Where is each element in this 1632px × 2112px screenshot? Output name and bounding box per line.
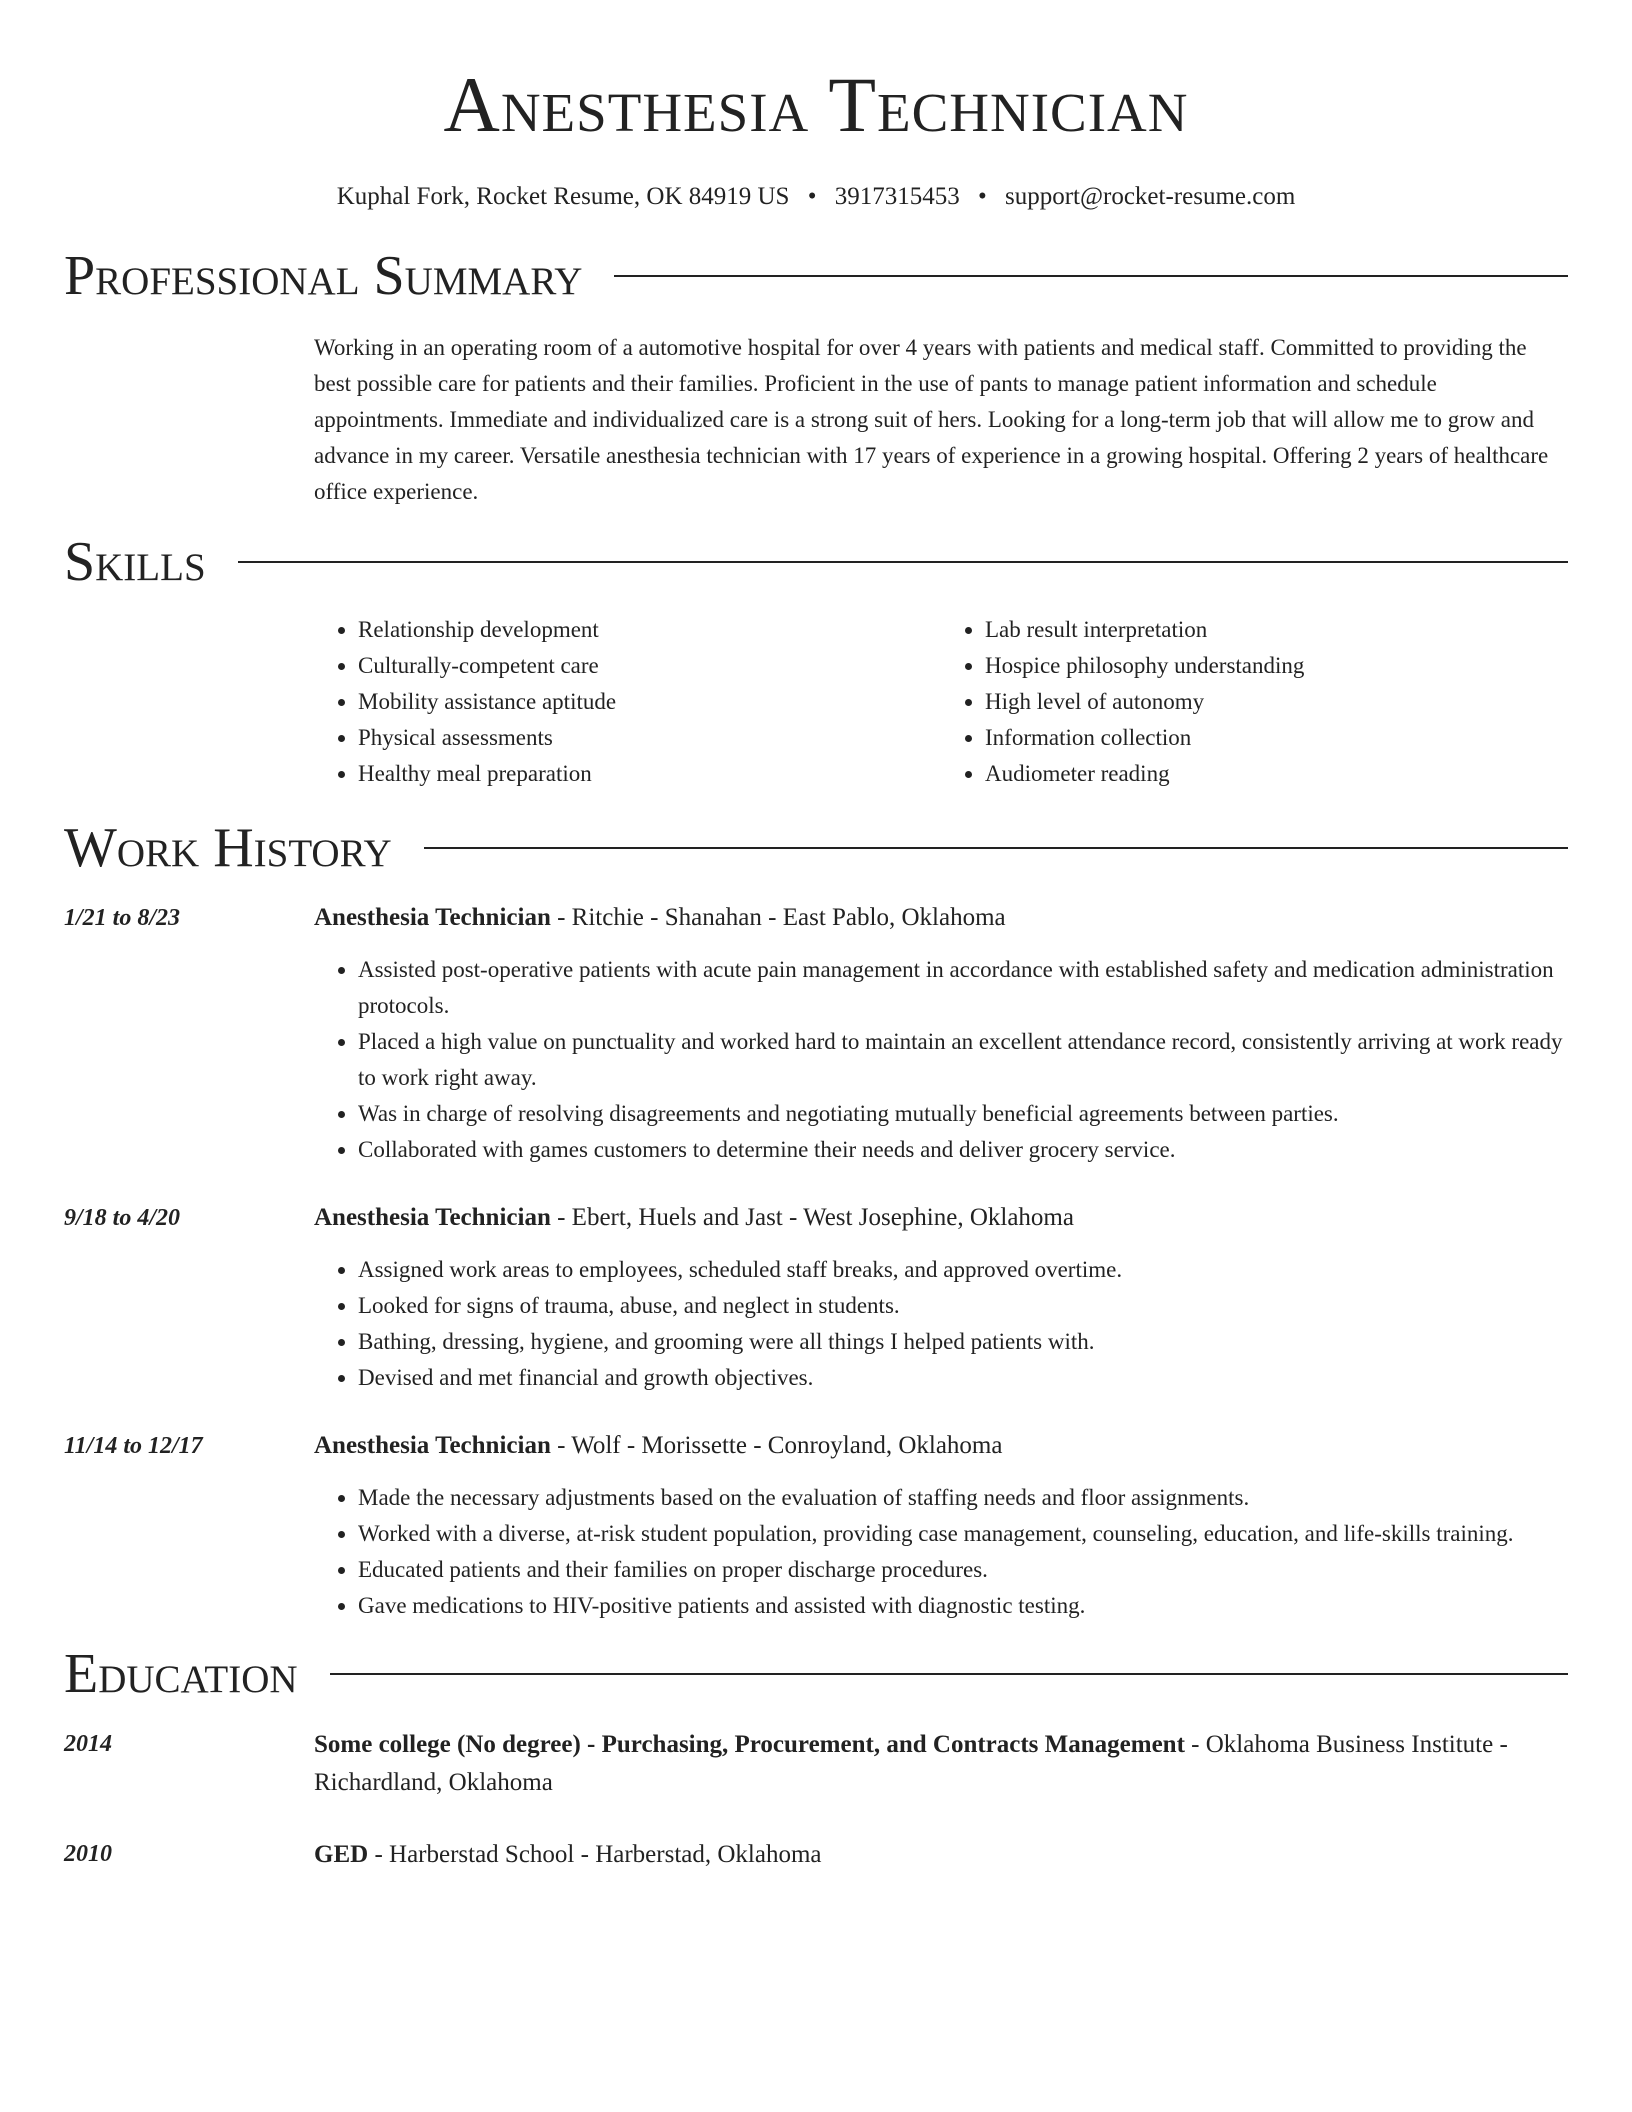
duty-item: • Gave medications to HIV-positive patients and assisted with diagnostic testing. (358, 1588, 1568, 1624)
duty-item: • Looked for signs of trauma, abuse, and neglect in students. (358, 1288, 1568, 1324)
work-entry-body (314, 900, 1568, 1168)
duty-item: • Made the necessary adjustments based on the evaluation of staffing needs and floor assignments. (358, 1480, 1568, 1516)
skill-item: • Relationship development (358, 612, 941, 648)
education-year: 2010 (64, 1841, 112, 1867)
education-year: 2014 (64, 1731, 112, 1757)
education-school: - Oklahoma Business Institute - Richardland, Oklahoma (314, 1731, 1508, 1796)
duty-item: • Educated patients and their families on proper discharge procedures. (358, 1552, 1568, 1588)
section-divider (238, 561, 1568, 563)
job-employer: - Ebert, Huels and Jast - West Josephine, Oklahoma (550, 1204, 1074, 1231)
duty-item: • Assigned work areas to employees, scheduled staff breaks, and approved overtime. (358, 1252, 1568, 1288)
duty-item: • Collaborated with games customers to determine their needs and deliver grocery service. (358, 1132, 1568, 1168)
skills-column-right (941, 612, 1568, 792)
skill-item: • Physical assessments (358, 720, 941, 756)
contact-address: Kuphal Fork, Rocket Resume, OK 84919 US (336, 183, 790, 210)
candidate-name: Anesthesia Technician (443, 61, 1189, 148)
skills-column-left (314, 612, 941, 792)
work-dates: 1/21 to 8/23 (64, 905, 181, 931)
duty-item: • Was in charge of resolving disagreements and negotiating mutually beneficial agreements between parties. (358, 1096, 1568, 1132)
job-title: Anesthesia Technician (314, 1204, 551, 1231)
skill-item: • Mobility assistance aptitude (358, 684, 941, 720)
skill-item: • High level of autonomy (985, 684, 1568, 720)
job-duties (314, 1252, 1568, 1396)
skill-item: • Audiometer reading (985, 756, 1568, 792)
work-section-header (64, 816, 1568, 880)
contact-separator: • (977, 183, 987, 210)
duty-item: • Devised and met financial and growth objectives. (358, 1360, 1568, 1396)
job-employer: - Ritchie - Shanahan - East Pablo, Oklahoma (550, 904, 1006, 931)
work-entry (64, 1200, 1568, 1396)
job-heading (314, 1200, 1568, 1236)
work-entry-body (314, 1200, 1568, 1396)
section-divider (614, 275, 1568, 277)
skills-section-title: Skills (64, 531, 206, 593)
job-title: Anesthesia Technician (314, 1432, 551, 1459)
education-details (314, 1726, 1568, 1802)
skills-list (314, 612, 1568, 792)
contact-email: support@rocket-resume.com (1004, 183, 1296, 210)
summary-section-title: Professional Summary (64, 245, 583, 307)
job-heading (314, 1428, 1568, 1464)
education-entry (64, 1836, 1568, 1874)
section-divider (424, 847, 1568, 849)
skill-item: • Culturally-competent care (358, 648, 941, 684)
duty-item: • Bathing, dressing, hygiene, and grooming were all things I helped patients with. (358, 1324, 1568, 1360)
summary-section-header (64, 244, 1568, 308)
work-dates: 9/18 to 4/20 (64, 1205, 181, 1231)
duty-item: • Assisted post-operative patients with acute pain management in accordance with established safety and medication administration protocols. (358, 952, 1568, 1024)
job-title: Anesthesia Technician (314, 904, 551, 931)
education-degree: Some college (No degree) - Purchasing, Procurement, and Contracts Management (314, 1731, 1185, 1758)
work-dates: 11/14 to 12/17 (64, 1433, 203, 1459)
skill-item: • Hospice philosophy understanding (985, 648, 1568, 684)
job-duties (314, 952, 1568, 1168)
work-entry-body (314, 1428, 1568, 1624)
education-section-title: Education (64, 1643, 298, 1705)
job-employer: - Wolf - Morissette - Conroyland, Oklahoma (550, 1432, 1003, 1459)
duty-item: • Placed a high value on punctuality and worked hard to maintain an excellent attendance record, consistently arriving at work ready to work right away. (358, 1024, 1568, 1096)
education-section-header (64, 1642, 1568, 1706)
job-duties (314, 1480, 1568, 1624)
contact-separator: • (807, 183, 817, 210)
work-entry (64, 900, 1568, 1168)
job-heading (314, 900, 1568, 936)
skill-item: • Healthy meal preparation (358, 756, 941, 792)
section-divider (330, 1673, 1568, 1675)
contact-line (64, 182, 1568, 212)
education-degree: GED (314, 1841, 369, 1868)
work-section-title: Work History (64, 817, 392, 879)
work-entry (64, 1428, 1568, 1624)
education-entry (64, 1726, 1568, 1802)
contact-phone: 3917315453 (834, 183, 960, 210)
skills-section-header (64, 530, 1568, 594)
education-school: - Harberstad School - Harberstad, Oklahoma (368, 1841, 822, 1868)
summary-text: Working in an operating room of a automotive hospital for over 4 years with patients and medical staff. Committed to providing the best possible care for patients and their families. Proficient in the use of pants to manage patient information and schedule appointments. Immediate and individualized care is a strong suit of hers. Looking for a long-term job that will allow me to grow and advance in my career. Versatile anesthesia technician with 17 years of experience in a growing hospital. Offering 2 years of healthcare office experience. (314, 335, 1549, 504)
education-details (314, 1836, 1568, 1874)
skill-item: • Lab result interpretation (985, 612, 1568, 648)
duty-item: • Worked with a diverse, at-risk student population, providing case management, counseling, education, and life-skills training. (358, 1516, 1568, 1552)
skill-item: • Information collection (985, 720, 1568, 756)
